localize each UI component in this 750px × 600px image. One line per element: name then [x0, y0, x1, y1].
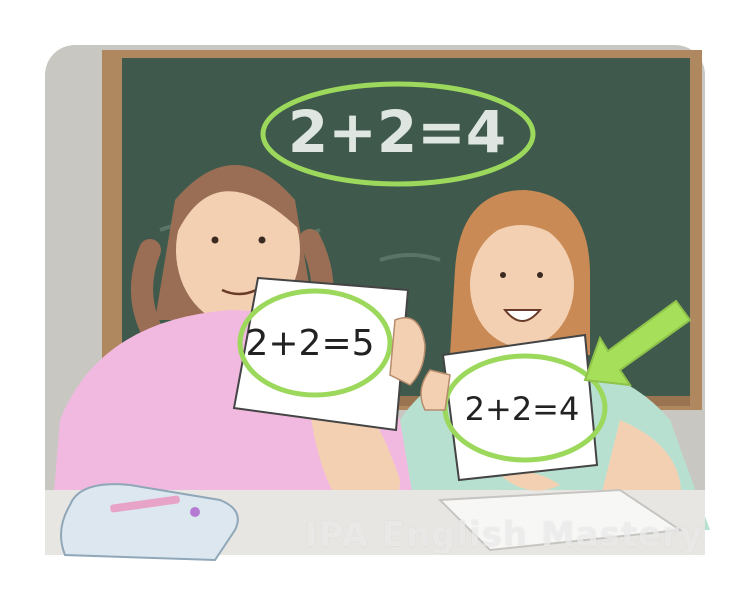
- right-card-text: 2+2=4: [464, 390, 580, 428]
- left-card-text: 2+2=5: [245, 323, 375, 364]
- left-card: [234, 278, 425, 430]
- watermark: IPA English Mastery: [305, 515, 704, 555]
- board-equation-text: 2+2=4: [287, 98, 507, 166]
